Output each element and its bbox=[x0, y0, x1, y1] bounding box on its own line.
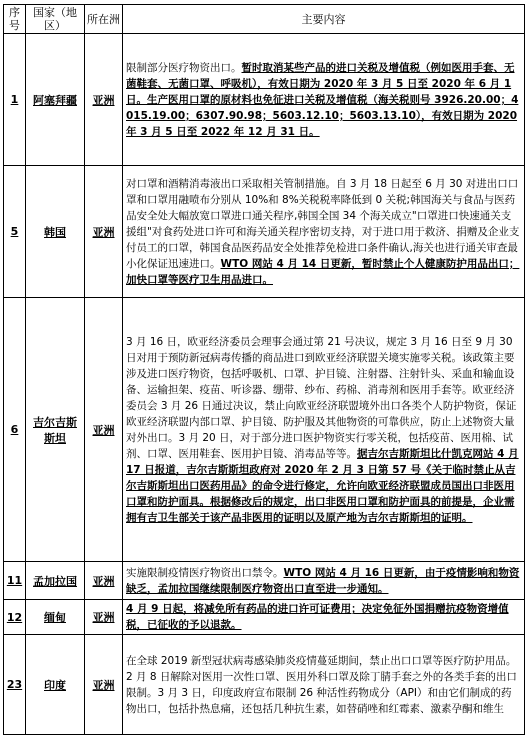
continent-name-text: 亚洲 bbox=[92, 574, 115, 588]
main-content bbox=[123, 34, 525, 166]
policy-table bbox=[3, 4, 525, 735]
content-segment: 在全球 2019 新型冠状病毒感染肺炎疫情蔓延期间，禁止出口口罩等医疗防护用品。2 月 8 日解除对医用一次性口罩、医用外科口罩及除丁腈手套之外的各类手套的出口限制。3 月 3 日，印度政府宣布限制 26 种活性药物成分（API）和由它们制成的药物出口，包括扑热息痛，还包括几种抗生素，如替硝唑和红霉素、激素孕酮和维生 bbox=[126, 654, 517, 715]
country-name-text: 缅甸 bbox=[44, 611, 66, 624]
row-number-text: 6 bbox=[10, 423, 19, 436]
country-name bbox=[26, 562, 85, 600]
table-row bbox=[4, 600, 525, 635]
continent-name bbox=[85, 34, 123, 166]
table-row bbox=[4, 562, 525, 600]
content-segment: 3 月 16 日，欧亚经济委员会理事会通过第 21 号决议，规定 3 月 16 日至 9 月 30 日对用于预防新冠病毒传播的商品进口到欧亚经济联盟关境实施零关税。该政策主要涉及进口医疗物资，包括呼吸机、口罩、护目镜、注射器、注射针头、采血和输血设备、运输担架、疫苗、听诊器、绷带、纱布、药棉、消毒剂和医用手套等。欧亚经济委员会 3 月 26 日通过决议，禁止向欧亚经济联盟境外出口各类个人防护物资，保证欧亚经济联盟内部口罩、护目镜、防护服及其他物资的可靠供应，防止上述物资大量对外出口。3 月 20 日，对于部分进口医护物资实行零关税，包括疫苗、医用棉、试剂、口罩、医用鞋套、医用护目镜、消毒品等等。 bbox=[126, 335, 517, 460]
header-content: 主要内容 bbox=[123, 5, 525, 34]
continent-name bbox=[85, 562, 123, 600]
content-segment: 据吉尔吉斯斯坦比什凯克网站 4 月 17 日报道，吉尔吉斯斯坦政府对 2020 年 2 月 3 日第 57 号《关于临时禁止从吉尔吉斯斯坦出口医药用品》的命令进行修定，允许向欧亚经济联盟成员国出口非医用口罩和防护面具。根据修改后的规定，出口非医用口罩和防护面具的前提是，企业需拥有吉卫生部关于该产品非医用的证明以及原产地为吉尔吉斯斯坦的证明。 bbox=[126, 447, 519, 524]
country-name bbox=[26, 298, 85, 562]
country-name-text: 孟加拉国 bbox=[33, 574, 77, 588]
country-name bbox=[26, 166, 85, 298]
continent-name-text: 亚洲 bbox=[92, 678, 115, 692]
content-segment: 对口罩和酒精消毒液出口采取相关管制措施。自 3 月 18 日起至 6 月 30 对进出口口罩和口罩用融喷布分别从 10%和 8%关税税率降低到 0 关税;韩国海关与食品与医药品安全处大幅放宽口罩进口通关程序,韩国全国 34 个海关成立"口罩进口快速通关支援组"对食药处进口许可和海关通关程序密切支持，对于进口用于救济、捐赠及企业支付员工的口罩，韩国食品医药品安全处推荐免检进口条件确认,海关也进行通关审查最小化保证迅速进口。 bbox=[126, 177, 520, 270]
row-number bbox=[4, 166, 26, 298]
continent-name bbox=[85, 166, 123, 298]
main-content bbox=[123, 166, 525, 298]
table-row bbox=[4, 166, 525, 298]
header-seq: 序号 bbox=[4, 5, 26, 34]
content-segment: WTO 网站 4 月 14 日更新，暂时禁止个人健康防护用品出口；加快口罩等医疗卫生用品进口。 bbox=[126, 257, 520, 286]
main-content bbox=[123, 298, 525, 562]
row-number bbox=[4, 562, 26, 600]
content-segment: 实施限制疫情医疗物资出口禁令。 bbox=[126, 566, 284, 579]
continent-name bbox=[85, 600, 123, 635]
row-number-text: 23 bbox=[6, 678, 23, 691]
main-content bbox=[123, 635, 525, 735]
header-continent: 所在洲 bbox=[85, 5, 123, 34]
continent-name bbox=[85, 298, 123, 562]
continent-name-text: 亚洲 bbox=[92, 423, 115, 437]
country-name bbox=[26, 34, 85, 166]
main-content bbox=[123, 562, 525, 600]
continent-name bbox=[85, 635, 123, 735]
table-row bbox=[4, 635, 525, 735]
country-name-text: 韩国 bbox=[44, 225, 66, 239]
header-country: 国家（地区） bbox=[26, 5, 85, 34]
country-name bbox=[26, 600, 85, 635]
table-row bbox=[4, 298, 525, 562]
row-number-text: 11 bbox=[6, 574, 23, 587]
continent-name-text: 亚洲 bbox=[92, 225, 115, 239]
continent-name-text: 亚洲 bbox=[92, 611, 115, 624]
row-number-text: 12 bbox=[6, 610, 23, 624]
row-number bbox=[4, 298, 26, 562]
row-number bbox=[4, 635, 26, 735]
table-row bbox=[4, 34, 525, 166]
content-segment: WTO 网站 4 月 16 日更新，由于疫情影响和物资缺乏，孟加拉国继续限制医疗物资出口直至进一步通知。 bbox=[126, 566, 520, 595]
content-segment: 4 月 9 日起，将减免所有药品的进口许可证费用；决定免征外国捐赠抗疫物资增值税，已征收的予以退款。 bbox=[126, 603, 509, 631]
continent-name-text: 亚洲 bbox=[92, 93, 115, 107]
row-number-text: 1 bbox=[10, 93, 19, 106]
content-segment: 暂时取消某些产品的进口关税及增值税（例如医用手套、无菌鞋套、无菌口罩、呼吸机），有效日期为 2020 年 3 月 5 日至 2020 年 6 月 1 日。生产医用口罩的原材料也免征进口关税及增值税（海关税则号 3926.20.00；4015.19.00；6307.90.98；5603.12.10；5603.13.10），有效日期为 2020 年 3 月 5 日至 2022 年 12 月 31 日。 bbox=[126, 61, 519, 138]
row-number-text: 5 bbox=[10, 225, 19, 238]
header-row bbox=[4, 5, 525, 34]
row-number bbox=[4, 34, 26, 166]
country-name-text: 阿塞拜疆 bbox=[33, 93, 77, 107]
content-segment: 限制部分医疗物资出口。 bbox=[126, 61, 242, 74]
country-name-text: 吉尔吉斯斯坦 bbox=[33, 415, 77, 445]
row-number bbox=[4, 600, 26, 635]
main-content bbox=[123, 600, 525, 635]
country-name bbox=[26, 635, 85, 735]
country-name-text: 印度 bbox=[44, 678, 66, 692]
